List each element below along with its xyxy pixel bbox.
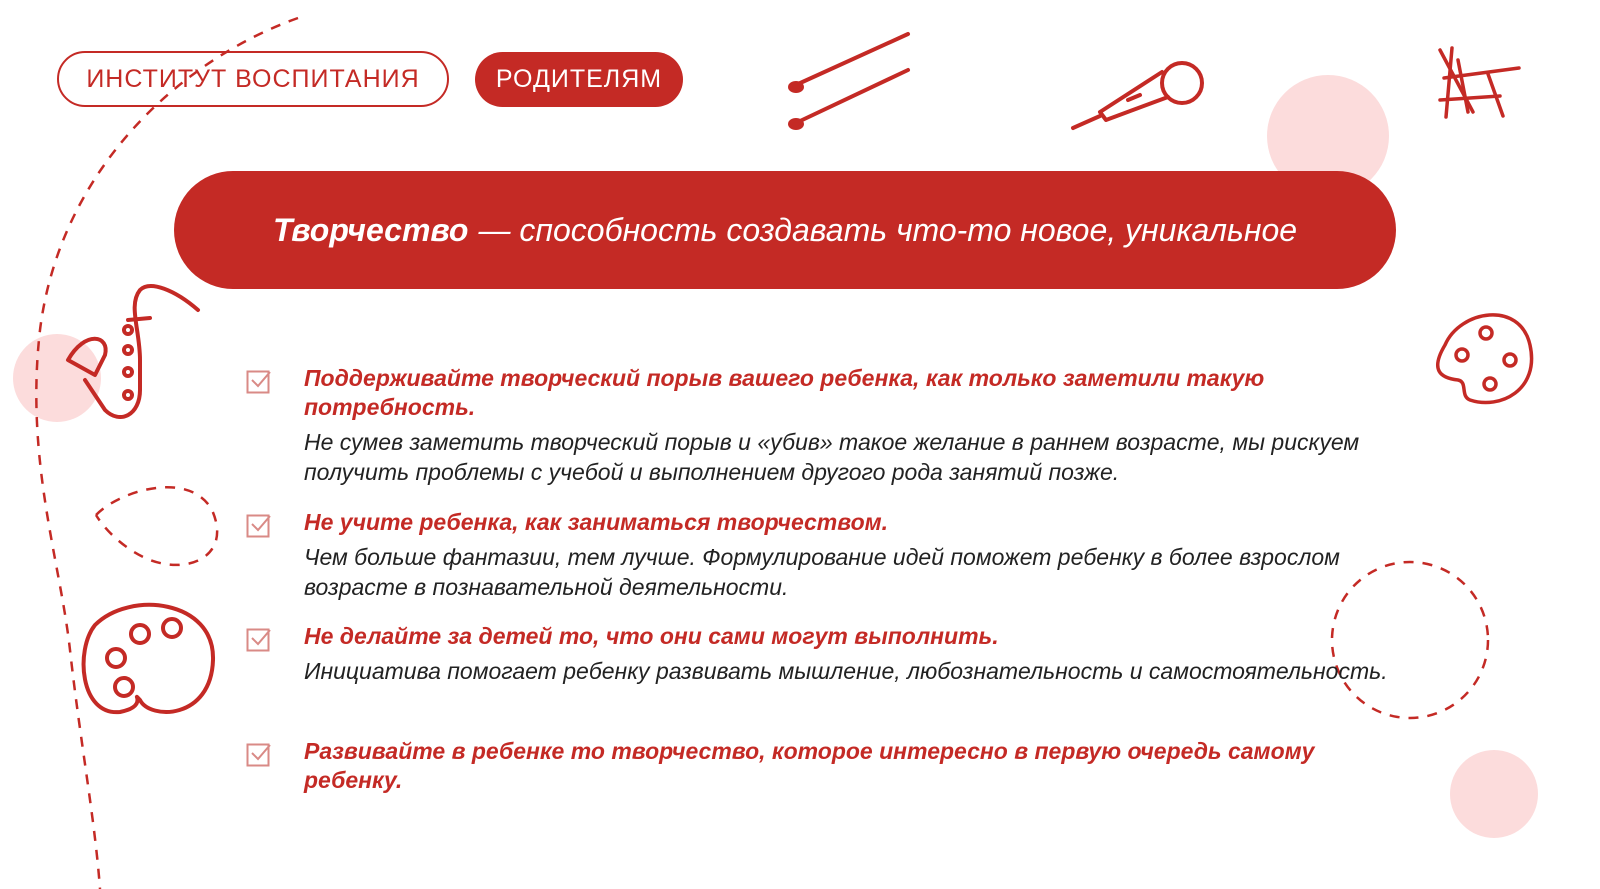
pink-circle-left	[13, 334, 101, 422]
palette-icon-left	[84, 605, 213, 712]
section-badge	[475, 52, 683, 107]
tip-item	[246, 622, 1406, 686]
checkbox-icon	[246, 512, 272, 538]
institute-badge	[57, 51, 449, 107]
dashed-loop-left	[96, 487, 217, 565]
checkbox-icon	[246, 368, 272, 394]
tip-title: Не делайте за детей то, что они сами могут выполнить.	[304, 623, 999, 649]
tip-title: Поддерживайте творческий порыв вашего ребенка, как только заметили такую потребность.	[304, 365, 1265, 420]
tip-title: Развивайте в ребенке то творчество, которое интересно в первую очередь самому ребенку.	[304, 738, 1315, 793]
tip-item	[246, 364, 1406, 487]
definition-banner	[174, 171, 1396, 289]
banner-definition: — способность создавать что-то новое, уникальное	[478, 211, 1298, 248]
institute-label: ИНСТИТУТ ВОСПИТАНИЯ	[86, 64, 420, 93]
tip-text: Инициатива помогает ребенку развивать мышление, любознательность и самостоятельность.	[304, 658, 1388, 684]
tip-item	[246, 508, 1406, 602]
microphone-icon	[1073, 63, 1202, 128]
section-label: РОДИТЕЛЯМ	[495, 65, 663, 93]
banner-term: Творчество	[272, 211, 469, 248]
tip-item	[246, 737, 1406, 795]
tip-title: Не учите ребенка, как заниматься творчеством.	[304, 509, 889, 535]
checkbox-icon	[246, 741, 272, 767]
drumsticks-icon	[790, 34, 908, 128]
easel-icon	[1440, 48, 1519, 117]
tip-text: Чем больше фантазии, тем лучше. Формулирование идей поможет ребенку в более взрослом возрасте в познавательной деятельности.	[304, 544, 1340, 600]
pink-circle-bottom-right	[1450, 750, 1538, 838]
checkbox-icon	[246, 626, 272, 652]
tip-text: Не сумев заметить творческий порыв и «убив» такое желание в раннем возрасте, мы рискуем получить проблемы с учебой и выполнением другого рода занятий позже.	[304, 429, 1360, 485]
palette-icon-right	[1438, 315, 1532, 403]
